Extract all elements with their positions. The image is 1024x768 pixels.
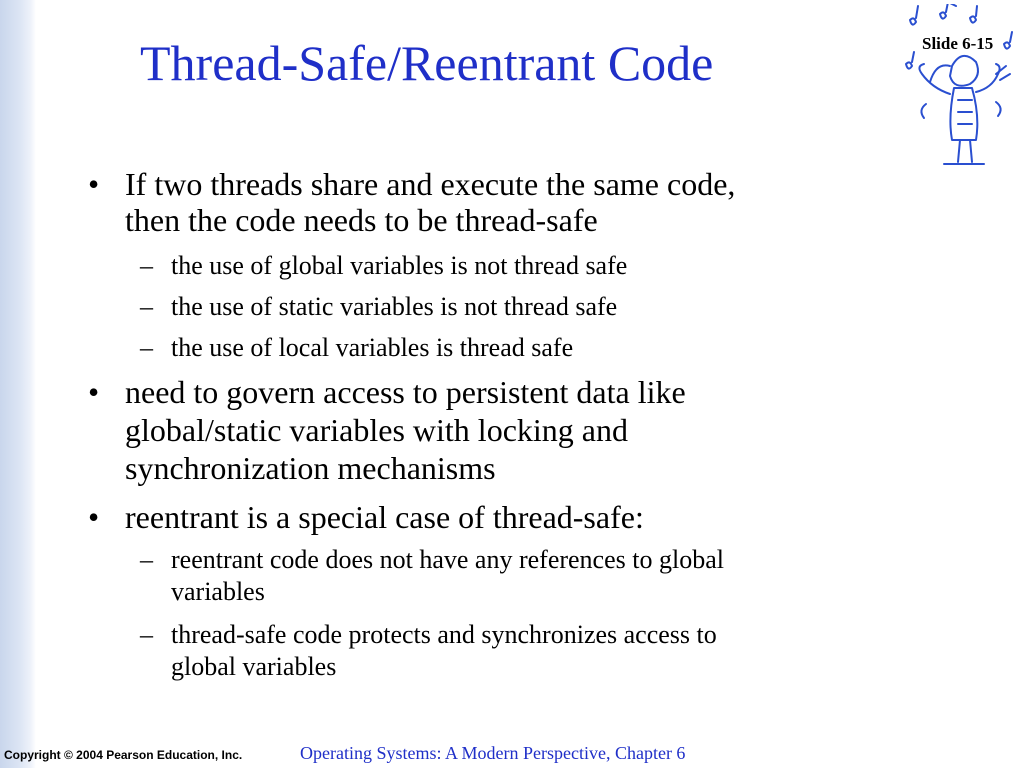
sub-bullet-dash: – [140,292,153,321]
bullet-glyph: • [88,499,100,535]
bullet-text-line: global/static variables with locking and [125,412,628,448]
sub-bullet-text-line: the use of local variables is thread safe [171,333,574,362]
bullet-glyph: • [88,374,100,410]
sub-bullet-text-line: global variables [171,652,337,681]
sub-bullet-dash: – [140,251,153,280]
bullet-text-line: reentrant is a special case of thread-safe: [125,499,644,535]
book-reference: Operating Systems: A Modern Perspective, Chapter 6 [300,743,686,763]
sub-bullet-text-line: thread-safe code protects and synchronizes access to [171,620,717,649]
sub-bullet-text-line: variables [171,577,265,606]
sub-bullet-dash: – [140,333,153,362]
copyright-notice: Copyright © 2004 Pearson Education, Inc. [4,748,243,762]
slide-number: Slide 6-15 [922,34,994,53]
slide-title: Thread-Safe/Reentrant Code [140,35,714,91]
bullet-text-line: then the code needs to be thread-safe [125,202,598,238]
sub-bullet-text-line: reentrant code does not have any references to global [171,545,724,574]
sub-bullet-text-line: the use of global variables is not thread safe [171,251,628,280]
sub-bullet-dash: – [140,545,153,574]
bullet-text-line: need to govern access to persistent data like [125,374,686,410]
bullet-text-line: synchronization mechanisms [125,450,496,486]
sub-bullet-dash: – [140,620,153,649]
sub-bullet-text-line: the use of static variables is not thread safe [171,292,618,321]
bullet-glyph: • [88,166,100,202]
bullet-text-line: If two threads share and execute the same code, [125,166,736,202]
